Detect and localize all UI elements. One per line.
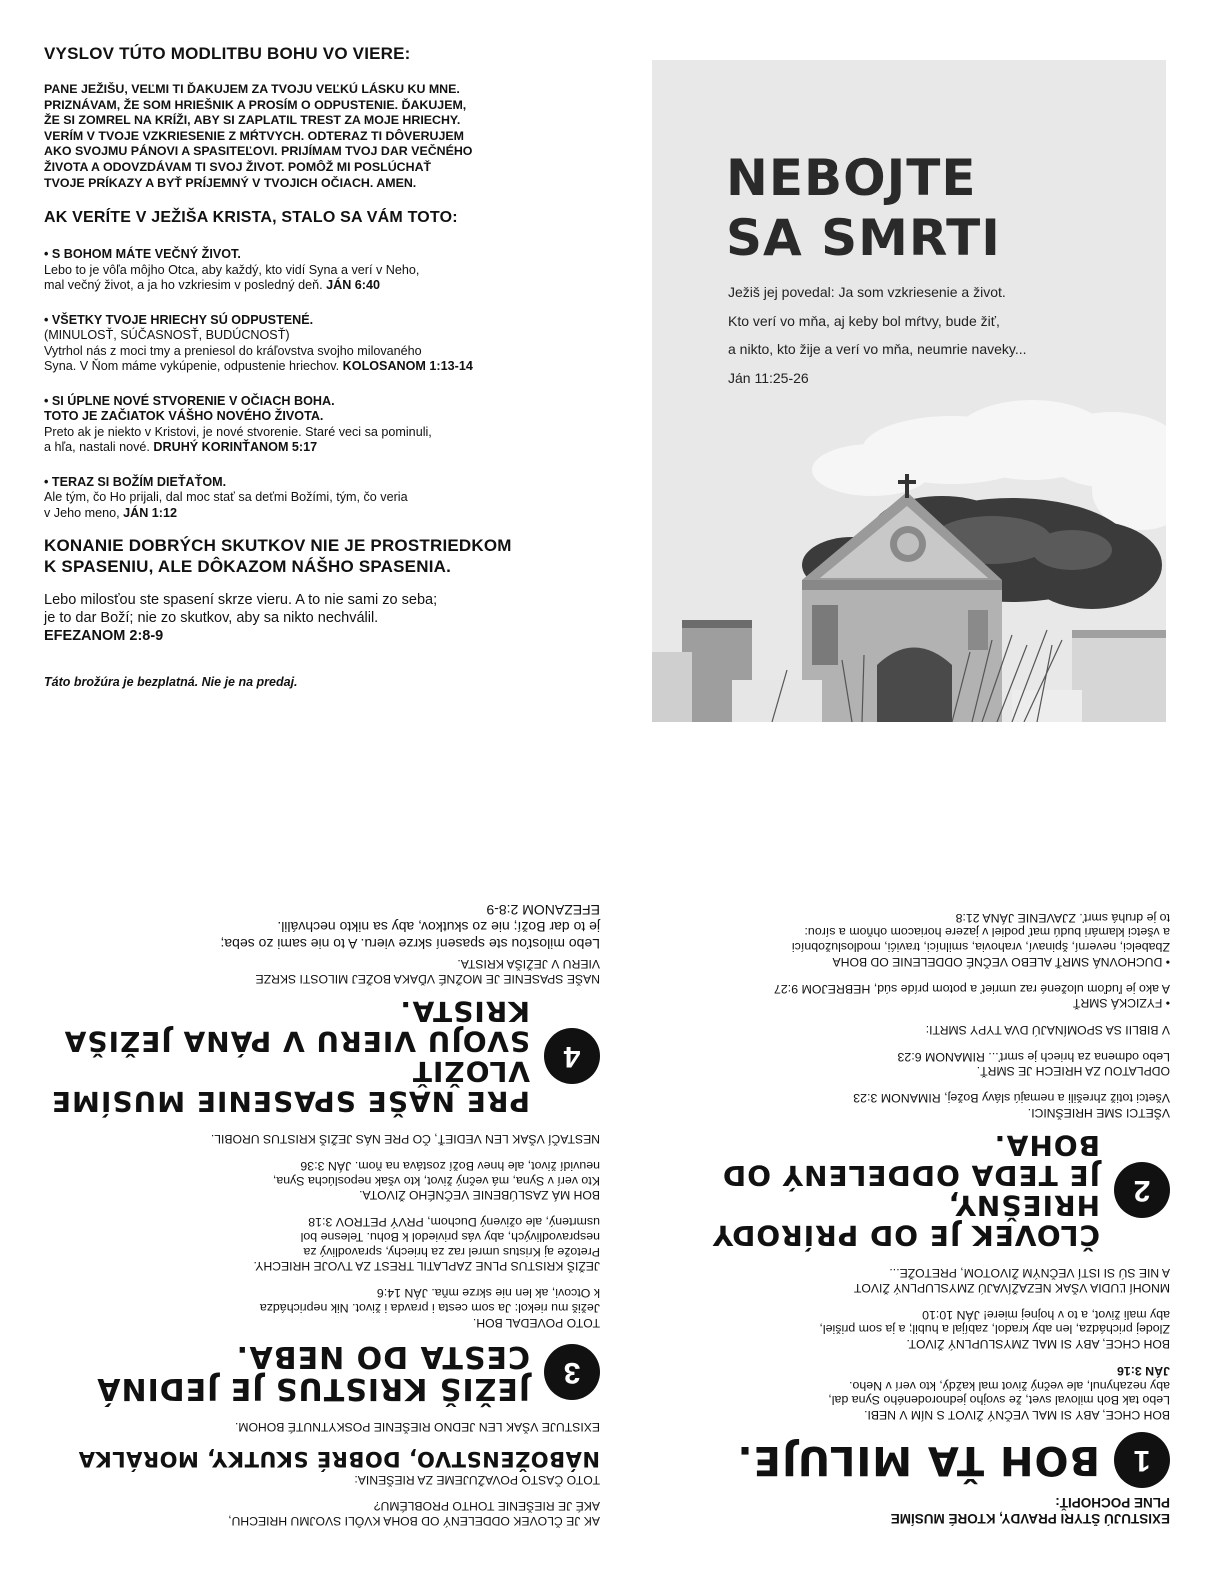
free-note: Táto brožúra je bezplatná. Nie je na predaj. — [44, 675, 298, 690]
truth-point-head: ODPLATOU ZA HRIECH JE SMRŤ. — [976, 1064, 1170, 1079]
prayer-line: VERÍM V TVOJE VZKRIESENIE Z MŔTVYCH. ODTERAZ TI DÔVERUJEM — [44, 128, 464, 143]
benefit-body — [44, 263, 604, 294]
prayer-text — [44, 82, 604, 191]
scripture-ref: EFEZANOM 2:8-9 — [44, 628, 164, 645]
truths-intro — [650, 1494, 1170, 1526]
benefit-line: mal večný život, a ja ho vzkriesim v posledný deň. — [44, 278, 323, 293]
death-type-body — [650, 910, 1170, 954]
body-line: Zlodej prichádza, len aby kradol, zabíjal a hubil; a ja som prišiel, — [819, 1322, 1170, 1337]
benefit-line: v Jeho meno, — [44, 505, 120, 520]
truth-2-title — [650, 1130, 1100, 1250]
scripture-ref: JÁN 1:12 — [123, 505, 178, 520]
benefit-item — [44, 475, 604, 522]
cover-verse — [728, 278, 1027, 392]
cover-verse-line: Ježiš jej povedal: Ja som vzkriesenie a život. — [728, 284, 1006, 300]
cover-title — [726, 148, 1001, 268]
truth-point-body — [40, 1285, 600, 1315]
truth-point-body — [40, 1214, 600, 1258]
body-line: Zbabelci, neverní, špinaví, vrahovia, smilníci, travići, modloslužobníci — [791, 940, 1170, 955]
transition-text: NESTAČÍ VŠAK LEN VEDIEŤ, ČO PRE NÁS JEŽIŠ KRISTUS UROBIL. — [210, 1132, 600, 1147]
cover-verse-line: Kto verí vo mňa, aj keby bol mŕtvy, bude žiť, — [728, 312, 1000, 329]
title-line: CESTA DO NEBA. — [235, 1338, 530, 1374]
common-solutions: NÁBOŽENSTVO, DOBRÉ SKUTKY, MORÁLKA — [78, 1447, 600, 1472]
title-line: SVOJU VIERU V PÁNA JEŽIŠA KRISTA. — [63, 994, 530, 1058]
benefit-line: Lebo to je vôľa môjho Otca, aby každý, kto vidí Syna a verí v Neho, — [44, 262, 420, 277]
truth-number-badge: 4 — [544, 1028, 600, 1084]
benefit-title: TOTO JE ZAČIATOK VÁŠHO NOVÉHO ŽIVOTA. — [44, 409, 324, 424]
body-line: Lebo milosťou ste spasení skrze vieru. A to nie sami zo seba; — [220, 936, 600, 953]
cover-title-line: NEBOJTE — [726, 149, 977, 207]
benefit-body — [44, 425, 604, 456]
scripture-ref: JÁN 3:16 — [1116, 1363, 1170, 1378]
body-line: nespravodlivých, aby vás priviedol k Bohu. Telesne bol — [300, 1230, 600, 1245]
question-line: AK JE ČLOVEK ODDELENÝ OD BOHA KVÔLI SVOJMU HRIECHU, — [228, 1514, 600, 1528]
grace-verse — [44, 591, 604, 645]
grace-line: je to dar Boží; nie zo skutkov, aby sa nikto nechválil. — [44, 610, 379, 627]
title-line: ČLOVEK JE OD PRÍRODY HRIEŠNY, — [711, 1188, 1100, 1252]
body-line: je to dar Boží; nie zo skutkov, aby sa nikto nechválil. — [277, 919, 600, 936]
truth-point-body — [650, 1363, 1170, 1407]
body-line: Lebo tak Boh miloval svet, že svojho jednorodeného Syna dal, — [828, 1393, 1170, 1408]
body-line: k Otcovi, ak len nie skrze mňa. JÁN 14:6 — [376, 1286, 600, 1301]
death-types-head: V BIBLII SA SPOMÍNAJÚ DVA TYPY SMRTI: — [925, 1022, 1170, 1037]
scripture-ref: EFEZANOM 2:8-9 — [486, 902, 600, 919]
body-line: Ježiš mu riekol: Ja som cesta i pravda i život. Nik neprichádza — [259, 1301, 600, 1316]
title-line: PRE NAŠE SPASENIE MUSÍME VLOŽIŤ — [50, 1054, 530, 1118]
truth-3-header — [40, 1340, 600, 1404]
benefit-body — [44, 344, 604, 375]
scripture-ref: DRUHÝ KORINŤANOM 5:17 — [153, 440, 318, 455]
grace-verse — [40, 901, 600, 952]
truth-point-head: BOH MÁ ZASLÚBENIE VEČNÉHO ŽIVOTA. — [359, 1188, 600, 1203]
only-solution: EXISTUJE VŠAK LEN JEDNO RIEŠENIE POSKYTNUTÉ BOHOM. — [234, 1420, 600, 1435]
benefit-title: • TERAZ SI BOŽÍM DIEŤAŤOM. — [44, 474, 227, 489]
intro-line: PLNE POCHOPIŤ: — [1055, 1495, 1170, 1510]
truth-3-title — [96, 1340, 530, 1404]
truth-point-head: BOH CHCE, ABY SI MAL VEČNÝ ŽIVOT S NÍM V NEBI. — [864, 1408, 1170, 1422]
prayer-heading: VYSLOV TÚTO MODLITBU BOHU VO VIERE: — [44, 44, 411, 63]
death-type-item: • FYZICKÁ SMRŤ — [1072, 996, 1170, 1011]
benefit-item — [44, 394, 604, 456]
cover-title-line: SA SMRTI — [726, 209, 1001, 267]
scripture-ref: KOLOSANOM 1:13-14 — [342, 359, 473, 374]
truth-point-head: BOH CHCE, ABY SI MAL ZMYSLUPLNÝ ŽIVOT. — [906, 1337, 1170, 1352]
truth-1-header — [650, 1432, 1170, 1488]
cover-verse-line: a nikto, kto žije a verí vo mňa, neumrie naveky... — [728, 341, 1027, 357]
cover-verse-line: Ján 11:25-26 — [728, 369, 809, 386]
prayer-line: PRIZNÁVAM, ŽE SOM HRIEŠNIK A PROSÍM O ODPUSTENIE. ĎAKUJEM, — [44, 97, 467, 112]
truth-point-head: JEŽIŠ KRISTUS PLNE ZAPLATIL TREST ZA TVOJE HRIECHY. — [253, 1259, 600, 1274]
body-line: a všetci klamári budú mať podiel v jazere horiacom ohňom a sírou: — [804, 925, 1170, 940]
benefit-line: Vytrhol nás z moci tmy a preniesol do kráľovstva svojho milovaného — [44, 343, 422, 358]
transition-line: A NIE SÚ SI ISTÍ VEČNÝM ŽIVOTOM, PRETOŽE... — [889, 1266, 1170, 1281]
works-heading — [44, 535, 604, 577]
truth-number-badge: 1 — [1114, 1432, 1170, 1488]
intro-line: EXISTUJÚ ŠTYRI PRAVDY, KTORÉ MUSÍME — [890, 1511, 1170, 1526]
believe-heading: AK VERÍTE V JEŽIŠA KRISTA, STALO SA VÁM TOTO: — [44, 209, 458, 227]
truth-number-badge: 2 — [1114, 1162, 1170, 1218]
truth-1-title: BOH ŤA MILUJE. — [736, 1437, 1100, 1483]
prayer-panel — [44, 44, 604, 689]
body-line: aby nezahynul, ale večný život mal každý, kto verí v Neho. — [849, 1378, 1170, 1393]
prayer-line: PANE JEŽIŠU, VEĽMI TI ĎAKUJEM ZA TVOJU VEĽKÚ LÁSKU KU MNE. — [44, 82, 460, 96]
head-line: NAŠE SPASENIE JE MOŽNÉ VĎAKA BOŽEJ MILOSTI SKRZE — [255, 971, 600, 986]
benefit-subtitle: (MINULOSŤ, SÚČASNOSŤ, BUDÚCNOSŤ) — [44, 328, 290, 343]
benefit-item — [44, 247, 604, 294]
benefit-item — [44, 313, 604, 375]
benefit-body — [44, 490, 604, 521]
benefit-line: Syna. V Ňom máme vykúpenie, odpustenie hriechov. — [44, 359, 340, 374]
question-line: AKÉ JE RIEŠENIE TOHTO PROBLÉMU? — [373, 1499, 600, 1514]
common-solutions-head: TOTO ČASTO POVAŽUJEME ZA RIEŠENIA: — [354, 1472, 600, 1487]
truth-4-header — [40, 996, 600, 1116]
body-line: Kto verí v Syna, má večný život, kto však neposlúcha Syna, — [272, 1173, 600, 1188]
cemetery-chapel-illustration — [652, 390, 1166, 722]
benefit-line: Preto ak je niekto v Kristovi, je nové stvorenie. Staré veci sa pominuli, — [44, 424, 432, 439]
truth-point-head — [40, 956, 600, 985]
prayer-line: TVOJE PRÍKAZY A BYŤ PRÍJEMNÝ V TVOJICH OČIACH. AMEN. — [44, 175, 417, 190]
benefit-title: • S BOHOM MÁTE VEČNÝ ŽIVOT. — [44, 247, 241, 262]
prayer-line: AKO SVOJMU PÁNOVI A SPASITEĽOVI. PRIJÍMAM TVOJ DAR VEČNÉHO — [44, 144, 473, 159]
truth-4-title — [40, 996, 530, 1116]
works-line: K SPASENIU, ALE DÔKAZOM NÁŠHO SPASENIA. — [44, 557, 452, 577]
body-line: aby mali život, a to v hojnej miere! JÁN 10:10 — [922, 1307, 1170, 1322]
works-line: KONANIE DOBRÝCH SKUTKOV NIE JE PROSTRIEDKOM — [44, 536, 512, 556]
truth-point-body — [40, 1158, 600, 1188]
prayer-line: ŽIVOTA A ODOVZDÁVAM TI SVOJ ŽIVOT. POMÔŽ MI POSLÚCHAŤ — [44, 159, 432, 174]
death-type-item: • DUCHOVNÁ SMRŤ ALEBO VEČNÉ ODDELENIE OD BOHA — [832, 954, 1170, 969]
truths-panel-1-2 — [650, 856, 1170, 1526]
grace-line: Lebo milosťou ste spasení skrze vieru. A to nie sami zo seba; — [44, 592, 438, 609]
truth-2-header — [650, 1130, 1170, 1250]
truth-point-body: Všetci totiž zhrešili a nemajú slávy Božej, RIMANOM 3:23 — [853, 1091, 1170, 1106]
truth-point-body — [650, 1307, 1170, 1337]
body-line: Pretože aj Kristus umrel raz za hriechy, spravodlivý za — [303, 1244, 600, 1259]
truth-point-body: Lebo odmena za hriech je smrť... RIMANOM 6:23 — [897, 1049, 1170, 1064]
truth-number-badge: 3 — [544, 1344, 600, 1400]
benefit-title: • SI ÚPLNE NOVÉ STVORENIE V OČIACH BOHA. — [44, 393, 335, 408]
truth-point-head: TOTO POVEDAL BOH. — [472, 1315, 600, 1330]
head-line: VIERU V JEŽIŠA KRISTA. — [457, 957, 600, 972]
body-line: to je druhá smrť. ZJAVENIE JÁNA 21:8 — [955, 910, 1170, 925]
body-line: usmrtený, ale oživený Duchom, PRVÝ PETROV 3:18 — [308, 1215, 600, 1230]
truths-panel-3-4 — [40, 838, 600, 1528]
benefit-line: Ale tým, čo Ho prijali, dal moc stať sa deťmi Božími, tým, čo veria — [44, 490, 408, 505]
body-line: neuvidí život, ale hnev Boží zostáva na ňom. JÁN 3:36 — [300, 1159, 600, 1174]
scripture-ref: JÁN 6:40 — [326, 278, 380, 293]
transition-text — [650, 1266, 1170, 1295]
benefit-title: • VŠETKY TVOJE HRIECHY SÚ ODPUSTENÉ. — [44, 312, 314, 327]
cover-panel — [652, 60, 1166, 722]
transition-line: MNOHÍ ĽUDIA VŠAK NEZAŽÍVAJÚ ZMYSLUPLNÝ ŽIVOT — [853, 1280, 1170, 1295]
title-line: JE TEDA ODDELENÝ OD BOHA. — [721, 1128, 1100, 1192]
truth-point-head: VŠETCI SME HRIEŠNICI. — [1027, 1105, 1170, 1120]
death-type-body: A ako je ľuďom uložené raz umrieť a potom príde súd, HEBREJOM 9:27 — [773, 981, 1170, 996]
benefit-line: a hľa, nastali nové. — [44, 440, 150, 455]
title-line: JEŽIŠ KRISTUS JE JEDINÁ — [96, 1370, 530, 1406]
solution-question — [40, 1499, 600, 1528]
prayer-line: ŽE SI ZOMREL NA KRÍŽI, ABY SI ZAPLATIL TREST ZA MOJE HRIECHY. — [44, 113, 461, 128]
